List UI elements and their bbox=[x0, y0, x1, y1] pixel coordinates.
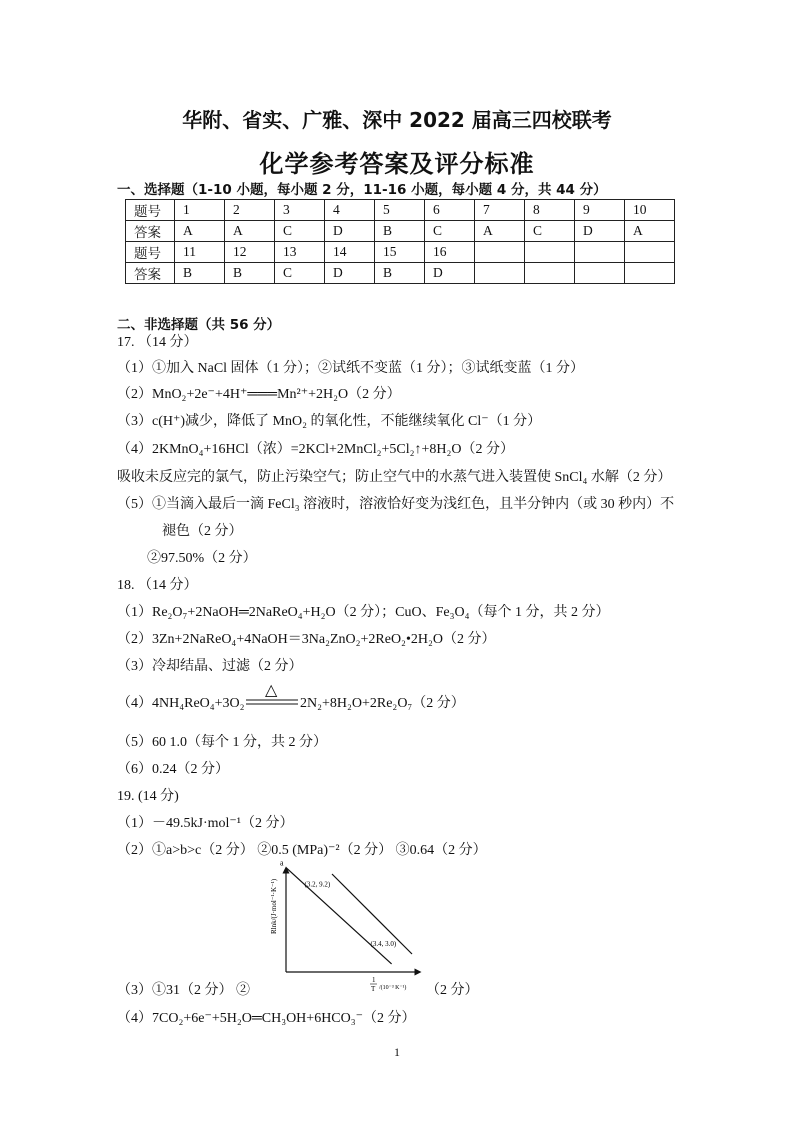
q19-heading: 19. (14 分) bbox=[117, 789, 179, 804]
answer-cell bbox=[575, 242, 625, 263]
answer-cell: 11 bbox=[175, 242, 225, 263]
answer-cell: 16 bbox=[425, 242, 475, 263]
answer-cell bbox=[475, 263, 525, 284]
answer-cell: A bbox=[175, 221, 225, 242]
answer-cell: C bbox=[425, 221, 475, 242]
answer-cell: D bbox=[425, 263, 475, 284]
x-axis-label-unit: /(10⁻³ K⁻¹) bbox=[379, 985, 407, 991]
row-label: 答案 bbox=[126, 221, 175, 242]
page-number: 1 bbox=[394, 1045, 400, 1059]
answer-cell: 6 bbox=[425, 200, 475, 221]
q19-line-3b: （2 分） bbox=[426, 983, 479, 998]
delta-symbol: △ bbox=[265, 682, 278, 699]
answer-cell: C bbox=[275, 263, 325, 284]
answer-table-row bbox=[126, 200, 675, 221]
answer-cell: 9 bbox=[575, 200, 625, 221]
answer-cell bbox=[575, 263, 625, 284]
answer-cell: D bbox=[575, 221, 625, 242]
section2-heading: 二、非选择题（共 56 分） bbox=[117, 317, 281, 333]
section1-heading: 一、选择题（1-10 小题，每小题 2 分，11-16 小题，每小题 4 分，共 44 分） bbox=[117, 182, 607, 198]
answer-cell: B bbox=[225, 263, 275, 284]
answer-cell bbox=[625, 263, 675, 284]
answer-cell: 3 bbox=[275, 200, 325, 221]
x-axis-label-num: 1 bbox=[372, 976, 376, 984]
answer-cell: 8 bbox=[525, 200, 575, 221]
point-annotation: (3.2, 9.2) bbox=[304, 880, 331, 889]
q19-line-1: （1）－49.5kJ·mol⁻¹（2 分） bbox=[117, 816, 294, 831]
answer-cell: A bbox=[225, 221, 275, 242]
q18-line-4a: （4）4NH₄ReO₄+3O₂ bbox=[117, 696, 245, 711]
q18-heading: 18. （14 分） bbox=[117, 578, 198, 593]
answer-cell: 5 bbox=[375, 200, 425, 221]
answer-cell: D bbox=[325, 221, 375, 242]
answer-cell: A bbox=[625, 221, 675, 242]
answer-cell: 10 bbox=[625, 200, 675, 221]
answer-cell: 15 bbox=[375, 242, 425, 263]
row-label: 题号 bbox=[126, 200, 175, 221]
answer-cell: 7 bbox=[475, 200, 525, 221]
q17-line-3: （3）c(H⁺)减少，降低了 MnO₂ 的氧化性，不能继续氧化 Cl⁻（1 分） bbox=[117, 414, 542, 429]
q18-line-5: （5）60 1.0（每个 1 分，共 2 分） bbox=[117, 735, 327, 750]
q19-line-3a: （3）①31（2 分） ② bbox=[117, 983, 250, 998]
reaction-equals-arrow bbox=[244, 697, 300, 707]
q19-line-4: （4）7CO₂+6e⁻+5H₂O═CH₃OH+6HCO₃⁻（2 分） bbox=[117, 1011, 416, 1026]
series-a-label: a bbox=[280, 858, 284, 868]
q17-heading: 17. （14 分） bbox=[117, 335, 198, 350]
answer-table-row bbox=[126, 242, 675, 263]
q18-line-3: （3）冷却结晶、过滤（2 分） bbox=[117, 659, 303, 674]
rlnk-vs-invT-chart bbox=[262, 858, 426, 994]
series-a-line bbox=[286, 868, 392, 964]
answer-cell bbox=[625, 242, 675, 263]
answer-table-row bbox=[126, 263, 675, 284]
answer-cell bbox=[475, 242, 525, 263]
answer-cell bbox=[525, 242, 575, 263]
answer-cell bbox=[525, 263, 575, 284]
q18-line-6: （6）0.24（2 分） bbox=[117, 762, 229, 777]
q17-line-5: 吸收未反应完的氯气，防止污染空气；防止空气中的水蒸气进入装置使 SnCl₄ 水解（2 分） bbox=[117, 470, 672, 485]
answer-cell: B bbox=[175, 263, 225, 284]
q17-line-6: （5）①当滴入最后一滴 FeCl₃ 溶液时，溶液恰好变为浅红色，且半分钟内（或 30 秒内）不 bbox=[117, 497, 675, 512]
document-title: 华附、省实、广雅、深中 2022 届高三四校联考 bbox=[182, 108, 612, 132]
answer-cell: 14 bbox=[325, 242, 375, 263]
row-label: 答案 bbox=[126, 263, 175, 284]
q19-line-2: （2）①a>b>c（2 分） ②0.5 (MPa)⁻²（2 分） ③0.64（2 分） bbox=[117, 843, 487, 858]
answer-cell: A bbox=[475, 221, 525, 242]
answer-cell: 4 bbox=[325, 200, 375, 221]
row-label: 题号 bbox=[126, 242, 175, 263]
q17-line-8: ②97.50%（2 分） bbox=[147, 551, 257, 566]
answer-cell: B bbox=[375, 263, 425, 284]
answer-cell: 12 bbox=[225, 242, 275, 263]
answer-table-row bbox=[126, 221, 675, 242]
q17-line-2: （2）MnO₂+2e⁻+4H⁺═══Mn²⁺+2H₂O（2 分） bbox=[117, 387, 401, 402]
q18-line-2: （2）3Zn+2NaReO₄+4NaOH＝3Na₂ZnO₂+2ReO₂•2H₂O（2 分） bbox=[117, 632, 496, 647]
q18-line-4b: 2N₂+8H₂O+2Re₂O₇（2 分） bbox=[300, 696, 465, 711]
answer-cell: C bbox=[275, 221, 325, 242]
document-subtitle: 化学参考答案及评分标准 bbox=[259, 150, 535, 178]
answer-cell: C bbox=[525, 221, 575, 242]
q18-line-1: （1）Re₂O₇+2NaOH═2NaReO₄+H₂O（2 分）；CuO、Fe₃O₄（每个 1 分，共 2 分） bbox=[117, 605, 610, 620]
x-axis-label-den: T bbox=[371, 985, 376, 993]
q17-line-7: 褪色（2 分） bbox=[162, 524, 243, 539]
q17-line-1: （1）①加入 NaCl 固体（1 分）；②试纸不变蓝（1 分）；③试纸变蓝（1 分） bbox=[117, 361, 585, 376]
answer-cell: 2 bbox=[225, 200, 275, 221]
answer-cell: D bbox=[325, 263, 375, 284]
answer-cell: 1 bbox=[175, 200, 225, 221]
answer-table bbox=[125, 199, 675, 284]
point-annotation: (3.4, 3.0) bbox=[370, 939, 397, 948]
answer-cell: 13 bbox=[275, 242, 325, 263]
y-axis-label: Rlnk/(J·mol⁻¹·K⁻¹) bbox=[270, 878, 278, 934]
answer-cell: B bbox=[375, 221, 425, 242]
q17-line-4: （4）2KMnO₄+16HCl（浓）=2KCl+2MnCl₂+5Cl₂↑+8H₂O（2 分） bbox=[117, 442, 514, 457]
